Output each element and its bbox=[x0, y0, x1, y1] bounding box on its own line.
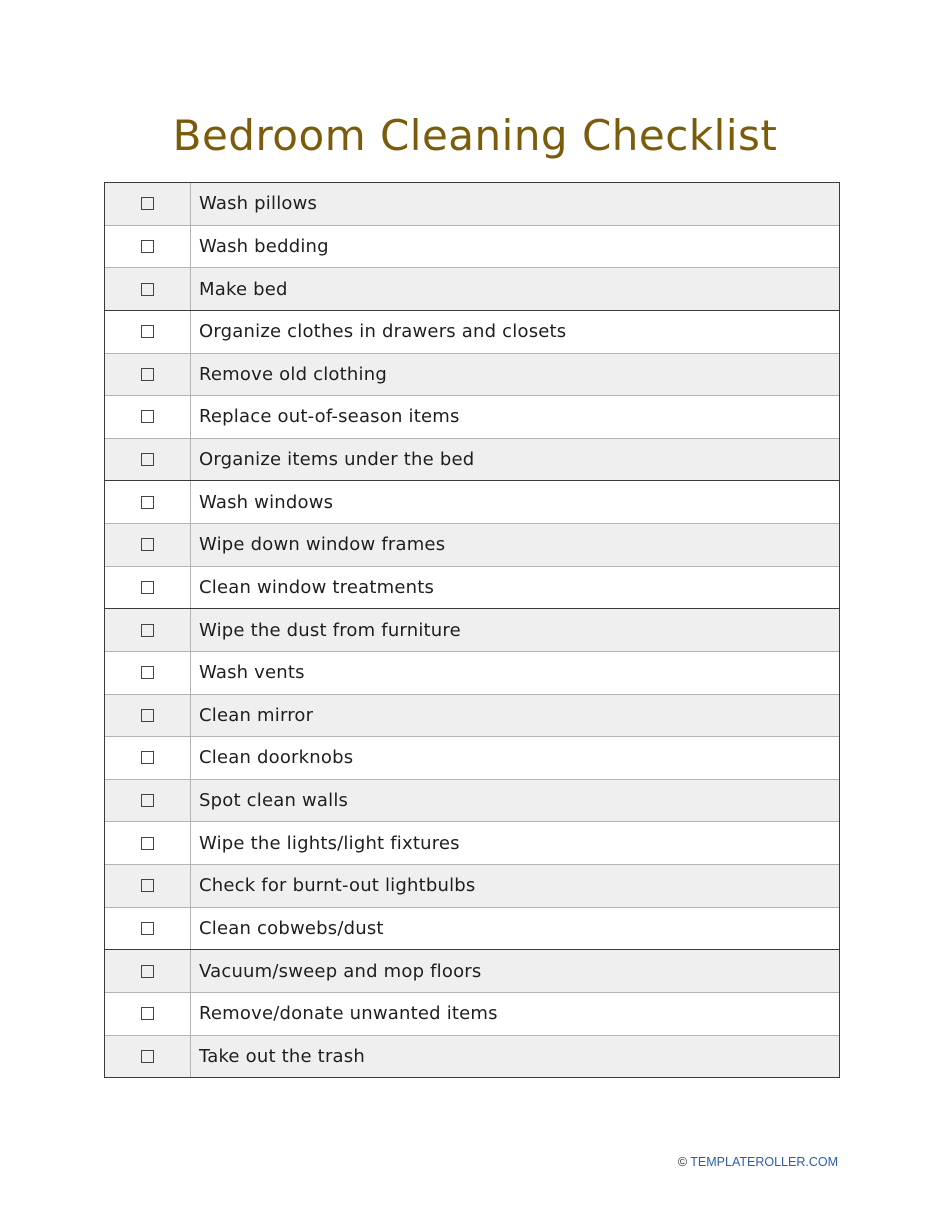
task-checkbox[interactable] bbox=[141, 368, 154, 381]
checkbox-cell bbox=[105, 652, 191, 694]
task-checkbox[interactable] bbox=[141, 197, 154, 210]
copyright-symbol: © bbox=[677, 1155, 688, 1169]
checklist-row bbox=[105, 183, 839, 225]
checkbox-cell bbox=[105, 737, 191, 779]
task-checkbox[interactable] bbox=[141, 837, 154, 850]
checkbox-cell bbox=[105, 822, 191, 864]
task-checkbox[interactable] bbox=[141, 283, 154, 296]
task-checkbox[interactable] bbox=[141, 922, 154, 935]
task-label: Wash vents bbox=[199, 662, 305, 684]
checkbox-cell bbox=[105, 695, 191, 737]
checklist-row bbox=[105, 225, 839, 268]
checklist-row bbox=[105, 821, 839, 864]
task-label: Wash windows bbox=[199, 491, 334, 513]
task-checkbox[interactable] bbox=[141, 965, 154, 978]
checkbox-cell bbox=[105, 609, 191, 651]
task-label: Replace out-of-season items bbox=[199, 406, 460, 428]
task-checkbox[interactable] bbox=[141, 453, 154, 466]
checkbox-cell bbox=[105, 993, 191, 1035]
checklist-row bbox=[105, 949, 839, 992]
task-label: Take out the trash bbox=[199, 1045, 365, 1067]
checkbox-cell bbox=[105, 950, 191, 992]
task-label: Remove/donate unwanted items bbox=[199, 1003, 498, 1025]
checkbox-cell bbox=[105, 865, 191, 907]
page-title: Bedroom Cleaning Checklist bbox=[172, 111, 778, 160]
task-checkbox[interactable] bbox=[141, 666, 154, 679]
task-checkbox[interactable] bbox=[141, 538, 154, 551]
checklist-row bbox=[105, 608, 839, 651]
task-label: Check for burnt-out lightbulbs bbox=[199, 875, 476, 897]
task-label: Clean cobwebs/dust bbox=[199, 917, 384, 939]
templateroller-link[interactable]: TEMPLATEROLLER.COM bbox=[690, 1155, 838, 1169]
task-label: Spot clean walls bbox=[199, 790, 349, 812]
checkbox-cell bbox=[105, 226, 191, 268]
task-checkbox[interactable] bbox=[141, 1050, 154, 1063]
task-label: Clean mirror bbox=[199, 704, 314, 726]
checklist-row bbox=[105, 523, 839, 566]
task-label: Wipe the lights/light fixtures bbox=[199, 832, 460, 854]
task-checkbox[interactable] bbox=[141, 325, 154, 338]
task-checkbox[interactable] bbox=[141, 410, 154, 423]
checkbox-cell bbox=[105, 567, 191, 609]
task-checkbox[interactable] bbox=[141, 624, 154, 637]
checklist-row bbox=[105, 992, 839, 1035]
checkbox-cell bbox=[105, 780, 191, 822]
checklist-row bbox=[105, 651, 839, 694]
checkbox-cell bbox=[105, 268, 191, 310]
checklist-row bbox=[105, 353, 839, 396]
checklist-row bbox=[105, 694, 839, 737]
checklist-row bbox=[105, 267, 839, 310]
checklist-row bbox=[105, 864, 839, 907]
task-label: Organize clothes in drawers and closets bbox=[199, 321, 567, 343]
task-label: Wipe the dust from furniture bbox=[199, 619, 461, 641]
task-checkbox[interactable] bbox=[141, 794, 154, 807]
checklist-table bbox=[104, 182, 840, 1078]
task-label: Clean window treatments bbox=[199, 576, 435, 598]
checkbox-cell bbox=[105, 524, 191, 566]
checklist-row bbox=[105, 480, 839, 523]
checklist-row bbox=[105, 310, 839, 353]
checklist-row bbox=[105, 736, 839, 779]
checkbox-cell bbox=[105, 481, 191, 523]
task-label: Remove old clothing bbox=[199, 363, 387, 385]
checklist-row bbox=[105, 779, 839, 822]
checkbox-cell bbox=[105, 396, 191, 438]
task-checkbox[interactable] bbox=[141, 1007, 154, 1020]
task-label: Vacuum/sweep and mop floors bbox=[199, 960, 482, 982]
checklist-row bbox=[105, 395, 839, 438]
task-checkbox[interactable] bbox=[141, 240, 154, 253]
checkbox-cell bbox=[105, 439, 191, 481]
checkbox-cell bbox=[105, 354, 191, 396]
checkbox-cell bbox=[105, 908, 191, 950]
task-label: Clean doorknobs bbox=[199, 747, 354, 769]
checklist-row bbox=[105, 907, 839, 950]
task-label: Wash pillows bbox=[199, 193, 318, 215]
task-checkbox[interactable] bbox=[141, 709, 154, 722]
task-label: Make bed bbox=[199, 278, 288, 300]
task-checkbox[interactable] bbox=[141, 751, 154, 764]
checklist-row bbox=[105, 438, 839, 481]
checkbox-cell bbox=[105, 183, 191, 225]
task-label: Wipe down window frames bbox=[199, 534, 446, 556]
checklist-row bbox=[105, 1035, 839, 1078]
checklist-row bbox=[105, 566, 839, 609]
checkbox-cell bbox=[105, 1036, 191, 1078]
task-checkbox[interactable] bbox=[141, 879, 154, 892]
footer-credit bbox=[678, 1155, 838, 1169]
task-label: Organize items under the bed bbox=[199, 449, 475, 471]
checkbox-cell bbox=[105, 311, 191, 353]
task-checkbox[interactable] bbox=[141, 496, 154, 509]
task-label: Wash bedding bbox=[199, 235, 329, 257]
task-checkbox[interactable] bbox=[141, 581, 154, 594]
